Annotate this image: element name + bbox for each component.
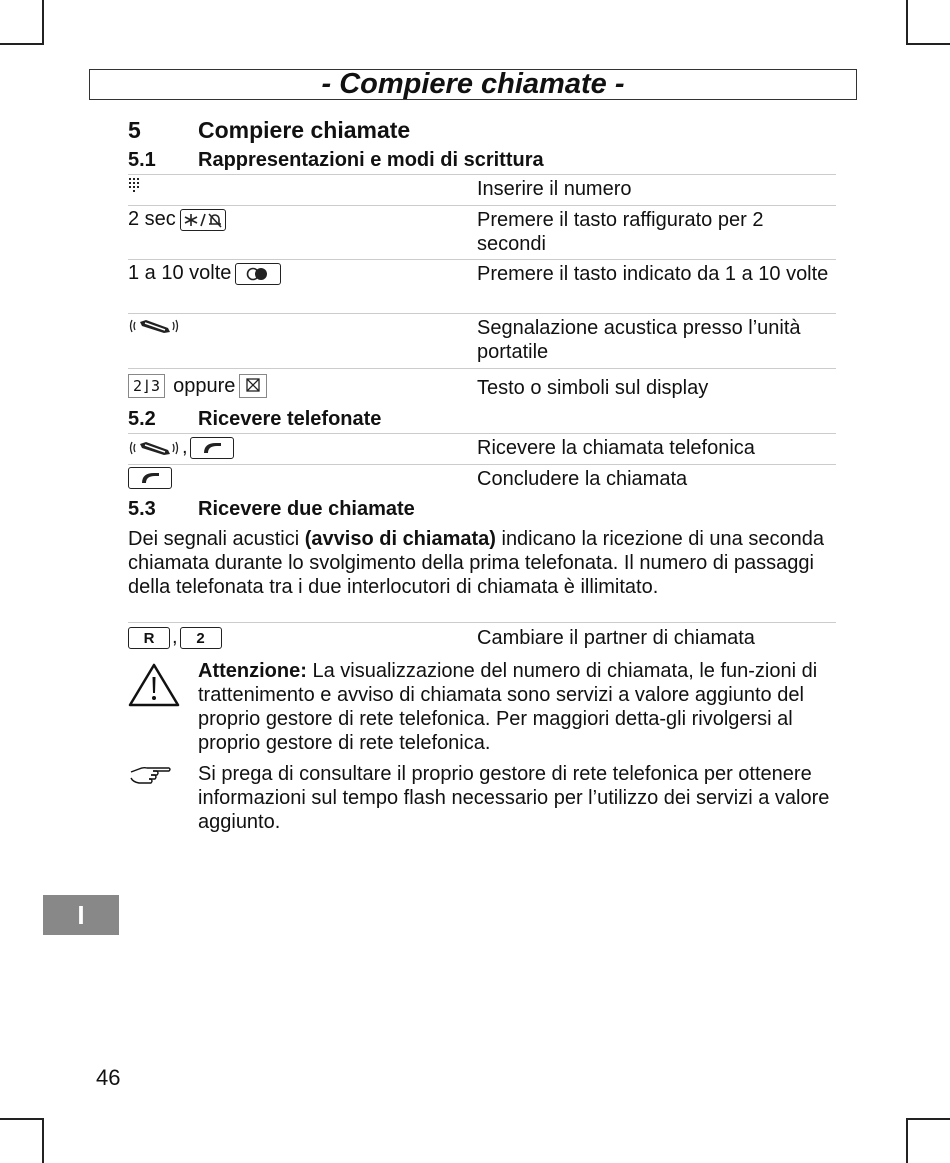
row-description: Ricevere la chiamata telefonica [477,437,755,459]
row-label: oppure [173,374,236,397]
crop-mark [906,1118,908,1163]
crop-mark [906,43,950,45]
section-title: Ricevere telefonate [198,408,382,430]
legend-row [128,174,836,206]
emphasis: (avviso di chiamata) [304,528,496,550]
crop-mark [0,1118,44,1120]
legend-row [128,433,836,465]
separator: , [172,626,178,648]
body-paragraph: Dei segnali acustici (avviso di chiamata) indicano la ricezione di una seconda chiamata durante lo svolgimento della prima telefonata. Il numero di passaggi della telefonata tra i due interlocutori di chiamata è illimitato. [128,528,824,598]
warning-label: Attenzione: [198,660,307,682]
display-text: 2⌋3 [128,374,165,398]
row-label: 2 sec [128,208,176,230]
r-key: R [128,627,170,649]
language-tab: I [43,895,119,935]
page-header [89,69,857,100]
section-number: 5 [128,117,141,143]
ringing-handset-icon [128,316,180,336]
ringing-handset-icon [128,438,180,458]
row-description: Premere il tasto indicato da 1 a 10 volte [477,263,829,285]
page-title: - Compiere chiamate - [321,68,625,100]
row-description: Cambiare il partner di chiamata [477,627,755,649]
star-mute-key-icon [180,209,226,231]
warning-text: Attenzione: La visualizzazione del numero di chiamata, le fun-zioni di trattenimento e avviso di chiamata sono servizi a valore aggiunto del proprio gestore di rete telefonica. Per maggiori detta-gli rivolgersi al proprio gestore di rete telefonica. [198,660,818,754]
key-icon [235,263,281,285]
section-number: 5.1 [128,149,156,171]
warning-icon [127,662,181,708]
number-key: 2 [180,627,222,649]
page-number: 46 [96,1065,121,1090]
legend-row [128,259,836,314]
crop-mark [906,1118,950,1120]
note-text: Si prega di consultare il proprio gestore di rete telefonica per ottenere informazioni sul tempo flash necessario per l’utilizzo dei servizi a valore aggiunto. [198,763,830,833]
legend-row [128,464,836,497]
legend-row [128,313,836,369]
separator: , [182,436,188,458]
crop-mark [906,0,908,45]
section-title: Ricevere due chiamate [198,498,415,520]
legend-row [128,205,836,260]
section-title: Compiere chiamate [198,117,411,143]
row-description: Testo o simboli sul display [477,377,709,399]
section-number: 5.2 [128,408,156,430]
crop-mark [42,0,44,45]
crop-mark [0,43,44,45]
crop-mark [42,1118,44,1163]
pointing-hand-icon [129,764,173,784]
display-symbol-icon [239,374,267,398]
row-description: Segnalazione acustica presso l’unità portatile [477,317,801,363]
phone-key-icon [190,437,234,459]
row-description: Concludere la chiamata [477,468,688,490]
legend-row [128,622,836,656]
phone-key-icon [128,467,172,489]
row-label: 1 a 10 volte [128,262,232,284]
row-description: Inserire il numero [477,178,632,200]
legend-row [128,368,836,409]
section-title: Rappresentazioni e modi di scrittura [198,149,544,171]
section-number: 5.3 [128,498,156,520]
row-description: Premere il tasto raffigurato per 2 secondi [477,209,764,255]
keypad-icon [128,177,142,193]
